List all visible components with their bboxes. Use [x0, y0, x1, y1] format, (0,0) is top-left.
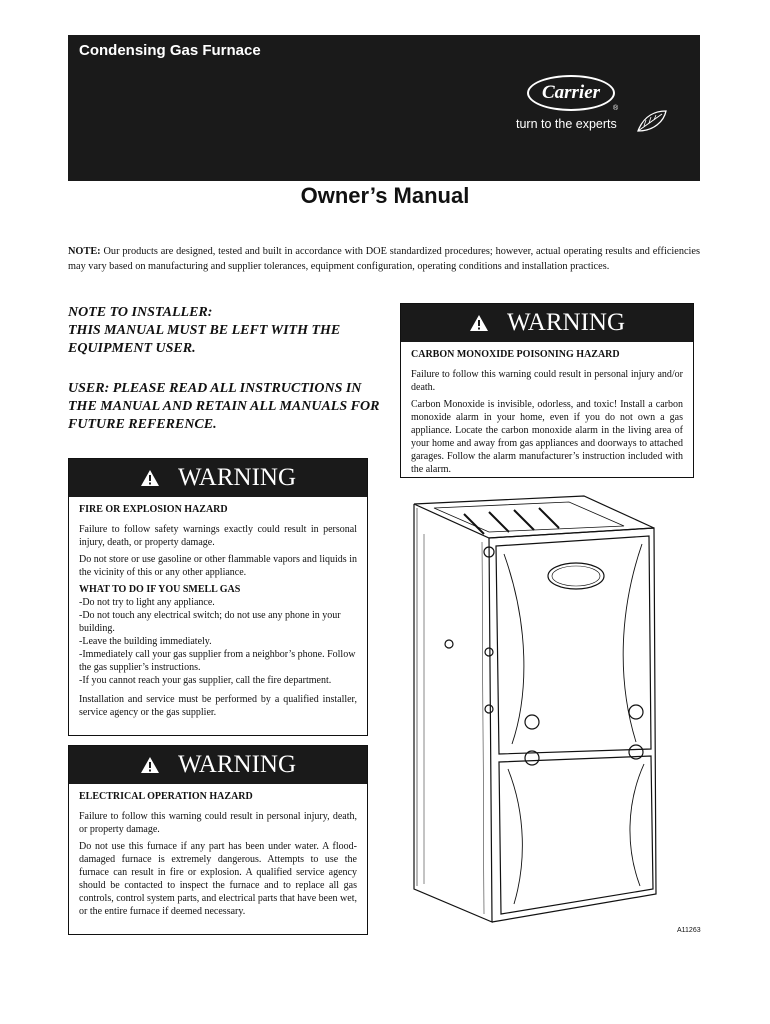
warning-electrical	[68, 745, 368, 935]
warning-body	[69, 784, 367, 928]
warning-triangle-icon	[469, 314, 489, 332]
user-note: USER: PLEASE READ ALL INSTRUCTIONS IN THE MANUAL AND RETAIN ALL MANUALS FOR FUTURE REFERENCE.	[68, 381, 380, 432]
warning-carbon-monoxide	[400, 303, 694, 478]
doe-note	[68, 244, 700, 274]
list-item: -Do not try to light any appliance.	[79, 597, 215, 608]
tagline: turn to the experts	[516, 117, 617, 131]
warning-paragraph: Do not use this furnace if any part has been under water. A flood-damaged furnace is extremely dangerous. Attempts to use the furnace can result in fire or explosion. A qualified service agency should be contacted to inspect the furnace and to replace all gas controls, control system parts, and electrical parts that have been wet, or the entire furnace if deemed necessary.	[79, 841, 357, 917]
warning-paragraph: Do not store or use gasoline or other flammable vapors and liquids in the vicinity of this or any other appliance.	[79, 554, 357, 578]
warning-paragraph: Failure to follow safety warnings exactly could result in personal injury, death, or property damage.	[79, 524, 357, 548]
hazard-title: FIRE OR EXPLOSION HAZARD	[79, 504, 228, 515]
list-item: -Immediately call your gas supplier from a neighbor’s phone. Follow the gas supplier’s instructions.	[79, 649, 356, 673]
list-item: -Leave the building immediately.	[79, 636, 212, 647]
warning-header	[69, 746, 367, 784]
furnace-illustration	[404, 494, 674, 924]
carrier-logo	[513, 75, 673, 175]
warning-body	[69, 497, 367, 729]
warning-label: WARNING	[506, 309, 626, 336]
note-text: Our products are designed, tested and built in accordance with DOE standardized procedures; however, actual operating results and efficiencies may vary based on manufacturing and supplier tolerances, equipment configuration, operating conditions and installation practices.	[68, 246, 700, 272]
warning-fire-explosion	[68, 458, 368, 736]
warning-body	[401, 342, 693, 486]
hazard-title: CARBON MONOXIDE POISONING HAZARD	[411, 349, 620, 360]
warning-paragraph: Carbon Monoxide is invisible, odorless, and toxic! Install a carbon monoxide alarm in your home, even if you do not own a gas appliance. Locate the carbon monoxide alarm in the living area of your home and away from gas appliances and doorways to attached garages. Follow the alarm manufacturer’s instruction included with the alarm.	[411, 399, 683, 475]
leaf-icon	[636, 109, 668, 133]
registered-mark: ®	[613, 105, 619, 112]
list-item: -Do not touch any electrical switch; do not use any phone in your building.	[79, 610, 341, 634]
warning-paragraph: Installation and service must be performed by a qualified installer, service agency or the gas supplier.	[79, 694, 357, 718]
warning-triangle-icon	[140, 756, 160, 774]
manual-title: Owner’s Manual	[300, 183, 470, 208]
product-title: Condensing Gas Furnace	[79, 42, 261, 59]
list-item: -If you cannot reach your gas supplier, call the fire department.	[79, 675, 332, 686]
figure-id: A11263	[677, 927, 701, 934]
warning-header	[401, 304, 693, 342]
warning-label: WARNING	[177, 464, 297, 491]
installer-note-line1: NOTE TO INSTALLER:	[68, 305, 213, 320]
warning-header	[69, 459, 367, 497]
installer-note-line2: THIS MANUAL MUST BE LEFT WITH THE EQUIPMENT USER.	[68, 323, 341, 356]
warning-triangle-icon	[140, 469, 160, 487]
warning-paragraph: Failure to follow this warning could result in personal injury, death, or property damage.	[79, 811, 357, 835]
gas-smell-subhead: WHAT TO DO IF YOU SMELL GAS	[79, 584, 241, 595]
hazard-title: ELECTRICAL OPERATION HAZARD	[79, 791, 253, 802]
installer-note	[68, 304, 388, 358]
warning-paragraph: Failure to follow this warning could result in personal injury and/or death.	[411, 369, 683, 393]
warning-label: WARNING	[177, 751, 297, 778]
logo-wordmark: Carrier	[541, 82, 601, 103]
logo-oval	[527, 75, 615, 111]
header-banner	[68, 35, 700, 181]
note-label: NOTE:	[68, 246, 101, 257]
